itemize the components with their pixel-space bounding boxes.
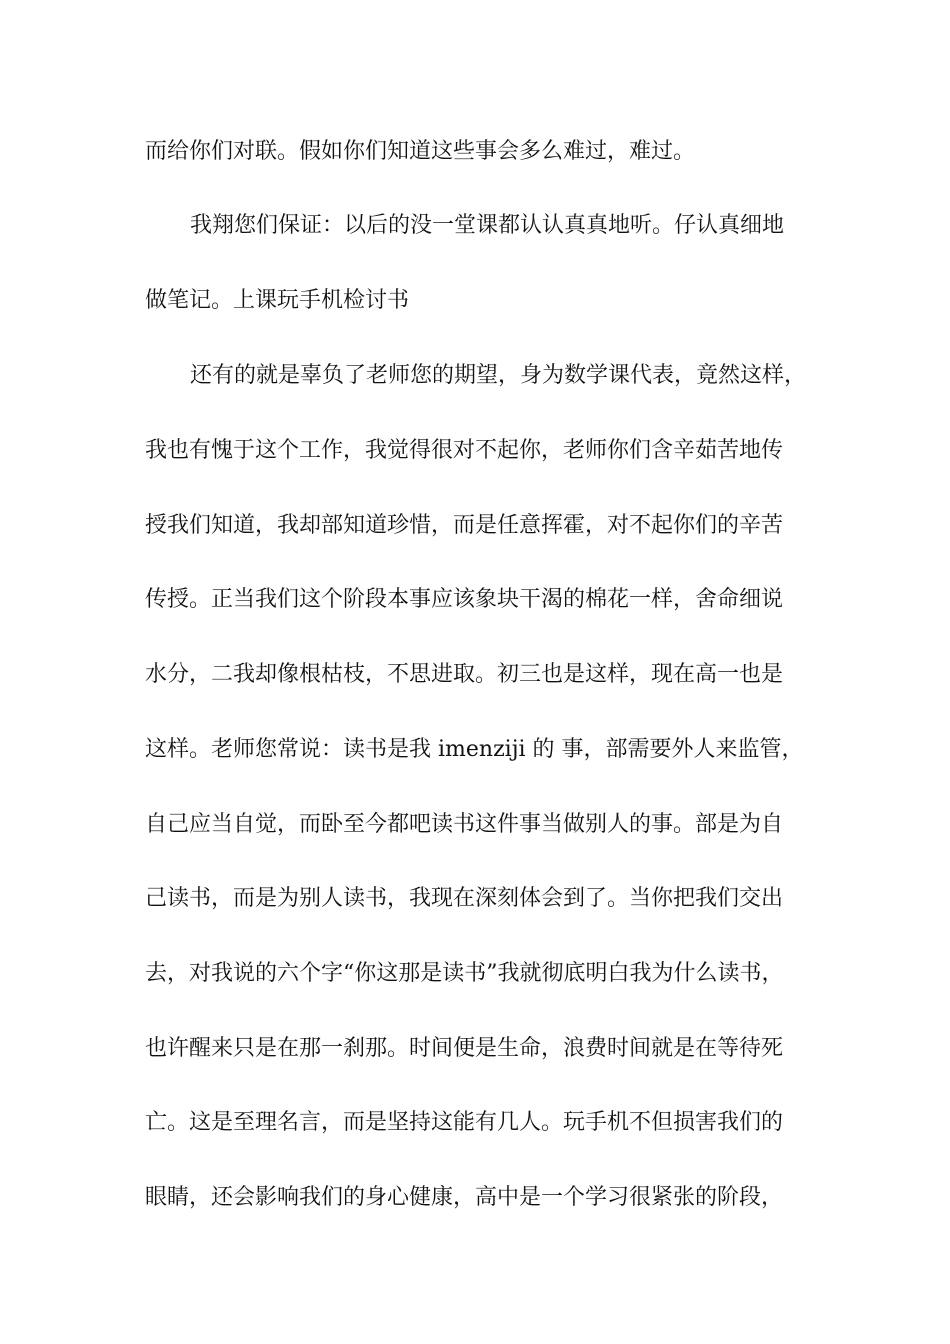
text-line: 而给你们对联。假如你们知道这些事会多么难过，难过。 [145, 139, 696, 164]
text-line: 做笔记。上课玩手机检讨书 [145, 288, 410, 313]
text-line: 传授。正当我们这个阶段本事应该象块干渴的棉花一样，舍命细说 [145, 587, 784, 612]
text-line: 己读书，而是为别人读书，我现在深刻体会到了。当你把我们交出 [145, 886, 784, 911]
text-line: 授我们知道，我却部知道珍惜，而是任意挥霍，对不起你们的辛苦 [145, 513, 784, 538]
text-line: 还有的就是辜负了老师您的期望，身为数学课代表，竟然这样， [190, 363, 807, 388]
text-line: 去，对我说的六个字“你这那是读书”我就彻底明白我为什么读书， [145, 961, 784, 986]
text-line: 眼睛，还会影响我们的身心健康，高中是一个学习很紧张的阶段， [145, 1185, 784, 1210]
text-line: 我也有愧于这个工作，我觉得很对不起你，老师你们含辛茹苦地传 [145, 438, 784, 463]
text-line: 亡。这是至理名言，而是坚持这能有几人。玩手机不但损害我们的 [145, 1110, 784, 1135]
text-line: 这样。老师您常说：读书是我 imenziji 的 事，部需要外人来监管， [145, 737, 804, 762]
text-line: 水分，二我却像根枯枝，不思进取。初三也是这样，现在高一也是 [145, 662, 784, 687]
text-line: 我翔您们保证：以后的没一堂课都认认真真地听。仔认真细地 [190, 213, 785, 238]
text-line: 也许醒来只是在那一刹那。时间便是生命，浪费时间就是在等待死 [145, 1036, 784, 1061]
text-line: 自己应当自觉，而卧至今都吧读书这件事当做别人的事。部是为自 [145, 812, 784, 837]
